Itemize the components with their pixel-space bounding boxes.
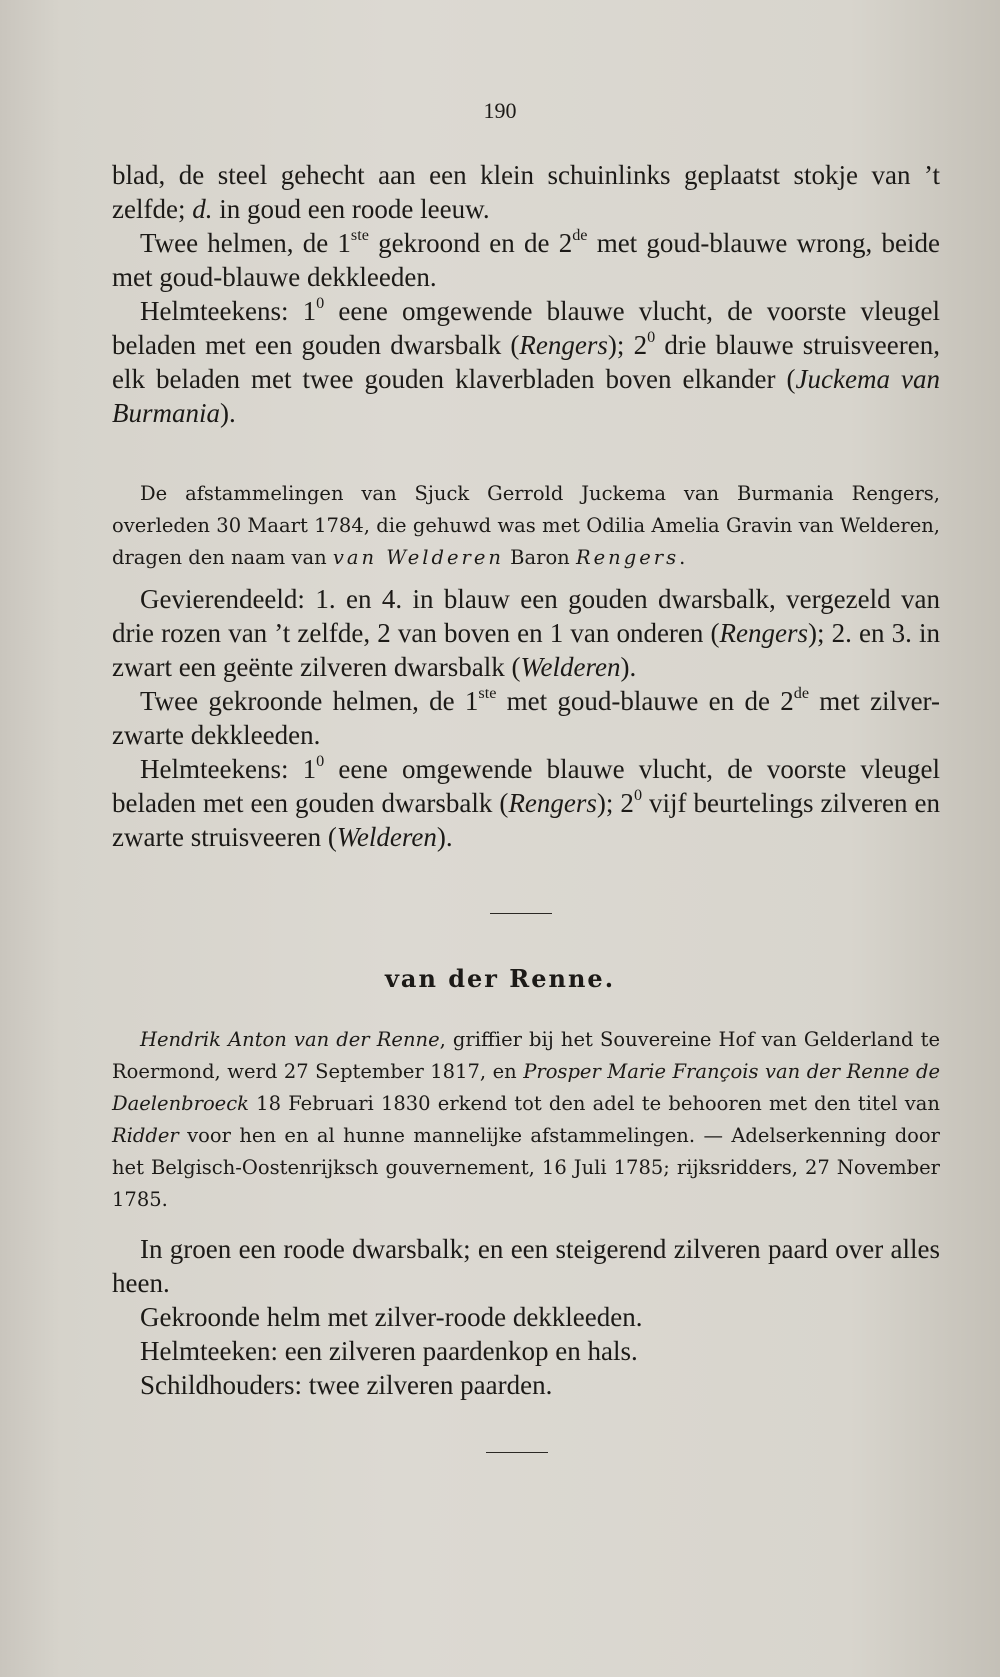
paragraph-gevierendeeld: Gevierendeeld: 1. en 4. in blauw een gouden dwarsbalk, vergezeld van drie rozen van ’t zelfde, 2 van boven en 1 van onderen (Rengers); 2. en 3. in zwart een geënte zilveren dwarsbalk (Welderen).	[112, 584, 940, 682]
section-heading: van der Renne.	[384, 964, 616, 993]
section-welderen-arms	[112, 582, 940, 854]
paragraph-helmteeken: Helmteeken: een zilveren paardenkop en hals.	[140, 1336, 638, 1366]
paragraph-in-groen: In groen een roode dwarsbalk; en een steigerend zilveren paard over alles heen.	[112, 1234, 940, 1298]
paragraph-blad: blad, de steel gehecht aan een klein schuinlinks geplaatst stokje van ’t zelfde; d. in goud een roode leeuw.	[112, 160, 940, 224]
section-van-der-renne-arms	[112, 1232, 940, 1402]
paragraph-gekroonde-helmen: Twee gekroonde helmen, de 1ste met goud-blauwe en de 2de met zilver-zwarte dekkleeden.	[112, 683, 940, 750]
paragraph-helmteekens-2: Helmteekens: $1^0$ eene omgewende blauwe vlucht, de voorste vleugel beladen met een gouden dwarsbalk (Rengers); $2^0$ vijf beurtelings zilveren en zwarte struisveeren (Welderen).	[112, 751, 940, 852]
paragraph-gekroonde-helm: Gekroonde helm met zilver-roode dekkleeden.	[140, 1302, 643, 1332]
section-van-der-renne	[112, 1024, 940, 1216]
end-divider	[486, 1452, 548, 1453]
section-rengers-continued	[112, 158, 940, 430]
page-number: 190	[483, 98, 517, 123]
section-divider	[490, 913, 552, 914]
paragraph-hendrik-anton: Hendrik Anton van der Renne, griffier bij het Souvereine Hof van Gelderland te Roermond, werd 27 September 1817, en Prosper Marie François van der Renne de Daelenbroeck 18 Februari 1830 erkend tot den adel te behooren met den titel van Ridder voor hen en al hunne mannelijke afstammelingen. — Adelserkenning door het Belgisch-Oostenrijksch gouvernement, 16 Juli 1785; rijksridders, 27 November 1785.	[112, 1028, 940, 1211]
paragraph-helmteekens: Helmteekens: $1^0$ eene omgewende blauwe vlucht, de voorste vleugel beladen met een gouden dwarsbalk (Rengers); $2^0$ drie blauwe struisveeren, elk beladen met twee gouden klaverbladen boven elkander (Juckema van Burmania).	[112, 293, 941, 428]
section-welderen-note	[112, 478, 940, 574]
paragraph-afstammelingen: De afstammelingen van Sjuck Gerrold Juckema van Burmania Rengers, overleden 30 Maart 1784, die gehuwd was met Odilia Amelia Gravin van Welderen, dragen den naam van van Welderen Baron Rengers.	[112, 482, 940, 569]
paragraph-helmen: Twee helmen, de 1ste gekroond en de 2de met goud-blauwe wrong, beide met goud-blauwe dekkleeden.	[112, 225, 940, 292]
paragraph-schildhouders: Schildhouders: twee zilveren paarden.	[140, 1370, 553, 1400]
